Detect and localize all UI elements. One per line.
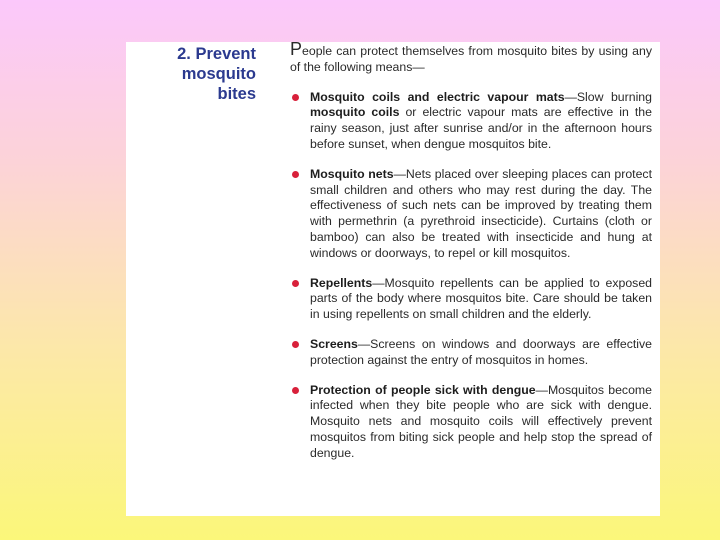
bullet-icon xyxy=(292,280,299,287)
item-text: —Mosquitos become infected when they bite people who are sick with dengue. Mosquito nets and mosquito coils will effectively prevent mosquitos from biting sick people and help stop the spread of dengue. xyxy=(310,382,652,460)
item-text: —Mosquito repellents can be applied to exposed parts of the body where mosquitos bite. Care should be taken in using repellents on small children and the elderly. xyxy=(310,275,652,322)
list-item-protection xyxy=(290,383,652,462)
bullet-icon xyxy=(292,387,299,394)
body-content xyxy=(290,39,652,476)
item-text: —Nets placed over sleeping places can protect small children and others who may rest during the day. The effectiveness of such nets can be improved by treating them with permethrin (a pyrethroid insecticide). Curtains (cloth or bamboo) can also be treated with insecticide and hung at windows or doorways, to repel or kill mosquitos. xyxy=(310,166,652,260)
item-term: Screens xyxy=(310,336,358,351)
list-item-nets xyxy=(290,167,652,262)
item-text: —Slow burning xyxy=(564,89,652,104)
bullet-icon xyxy=(292,94,299,101)
item-text: —Screens on windows and doorways are effective protection against the entry of mosquitos in homes. xyxy=(310,336,652,367)
item-term-secondary: mosquito coils xyxy=(310,105,400,120)
section-heading xyxy=(144,44,256,104)
bullet-icon xyxy=(292,171,299,178)
item-term: Repellents xyxy=(310,275,373,290)
bullet-icon xyxy=(292,341,299,348)
intro-text: eople can protect themselves from mosquito bites by using any of the following means— xyxy=(290,44,652,74)
list-item-repellents xyxy=(290,276,652,323)
list-item-coils xyxy=(290,90,652,153)
heading-line-3: bites xyxy=(217,85,256,103)
list-item-screens xyxy=(290,337,652,369)
heading-line-1: 2. Prevent xyxy=(177,45,256,63)
drop-cap: P xyxy=(290,39,303,59)
item-term: Mosquito nets xyxy=(310,166,394,181)
intro-paragraph xyxy=(290,39,652,76)
item-term: Protection of people sick with dengue xyxy=(310,382,536,397)
item-term: Mosquito coils and electric vapour mats xyxy=(310,89,565,104)
document-page xyxy=(126,39,660,516)
heading-line-2: mosquito xyxy=(181,65,256,83)
item-text-secondary: or electric vapour mats are effective in the rainy season, just after sunrise and/or in the afternoon hours before sunset, when dengue mosquitos bite. xyxy=(310,105,652,151)
